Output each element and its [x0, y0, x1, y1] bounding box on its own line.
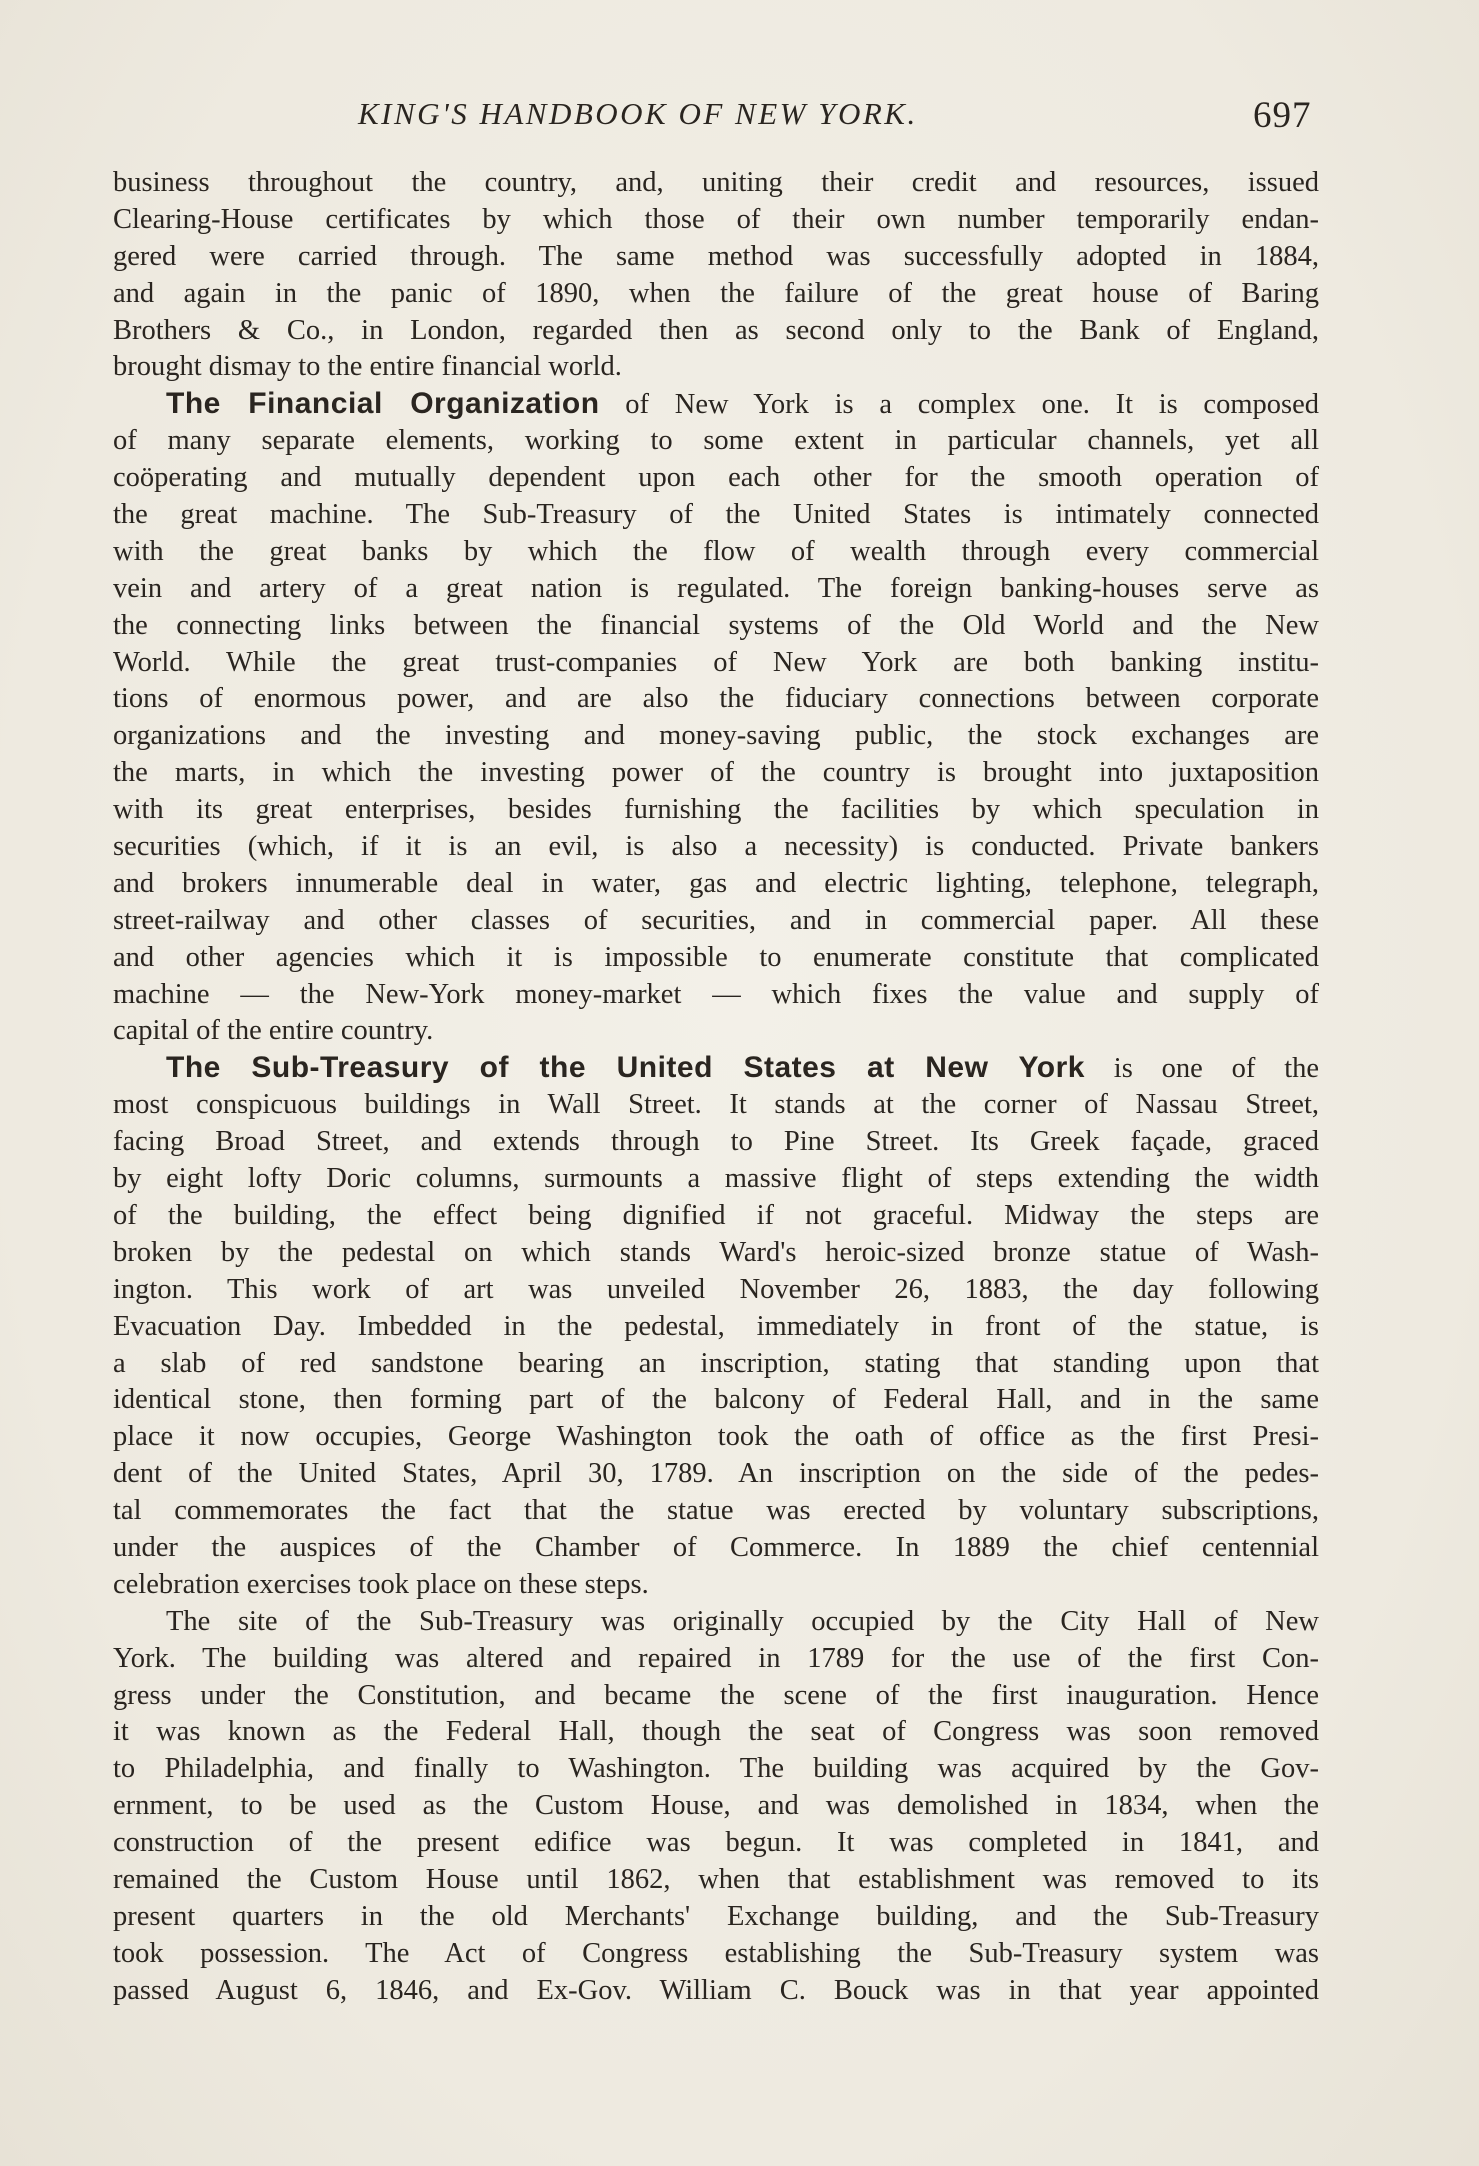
text-line: and brokers innumerable deal in water, gas and electric lighting, telephone, telegraph, [113, 867, 1319, 899]
page-number: 697 [1253, 95, 1312, 136]
text-line: present quarters in the old Merchants' Exchange building, and the Sub-Treasury [113, 1900, 1319, 1932]
running-title: KING'S HANDBOOK OF NEW YORK. [358, 96, 918, 131]
text-line: street-railway and other classes of securities, and in commercial paper. All these [113, 904, 1319, 936]
text-line: construction of the present edifice was begun. It was completed in 1841, and [113, 1827, 1319, 1859]
text-line: tions of enormous power, and are also the fiduciary connections between corporate [113, 683, 1319, 715]
text-line: of many separate elements, working to some extent in particular channels, yet all [113, 425, 1319, 457]
text-line: the great machine. The Sub-Treasury of the United States is intimately connected [113, 499, 1319, 531]
text-line: tal commemorates the fact that the statue was erected by voluntary subscriptions, [113, 1495, 1319, 1527]
text-line: World. While the great trust-companies of New York are both banking institu- [113, 646, 1319, 678]
text-line: most conspicuous buildings in Wall Street. It stands at the corner of Nassau Street, [113, 1089, 1319, 1121]
text-line: The site of the Sub-Treasury was originally occupied by the City Hall of New [166, 1605, 1319, 1637]
text-line: York. The building was altered and repaired in 1789 for the use of the first Con- [113, 1642, 1319, 1674]
text-line: vein and artery of a great nation is regulated. The foreign banking-houses serve as [113, 572, 1319, 604]
section-heading: The Financial Organization [166, 387, 600, 421]
text-line: business throughout the country, and, uniting their credit and resources, issued [113, 167, 1319, 198]
page-header [0, 96, 1479, 146]
text-line: ernment, to be used as the Custom House, and was demolished in 1834, when the [113, 1790, 1319, 1822]
text-line: machine — the New-York money-market — which fixes the value and supply of [113, 978, 1319, 1010]
text-line: and again in the panic of 1890, when the failure of the great house of Baring [113, 277, 1319, 309]
text-line: of the building, the effect being dignified if not graceful. Midway the steps are [113, 1199, 1319, 1231]
text-line: The Financial Organization of New York is a complex one. It is composed [166, 387, 1319, 421]
text-line: celebration exercises took place on these steps. [113, 1568, 649, 1600]
text-line: identical stone, then forming part of the balcony of Federal Hall, and in the same [113, 1384, 1319, 1416]
text-line: dent of the United States, April 30, 1789. An inscription on the side of the pedes- [113, 1458, 1319, 1490]
text-line: brought dismay to the entire financial world. [113, 351, 622, 383]
text-line: under the auspices of the Chamber of Commerce. In 1889 the chief centennial [113, 1531, 1319, 1563]
text-line: gress under the Constitution, and became the scene of the first inauguration. Hence [113, 1679, 1319, 1711]
text-line: passed August 6, 1846, and Ex-Gov. William C. Bouck was in that year appointed [113, 1974, 1319, 2006]
text-line: and other agencies which it is impossible to enumerate constitute that complicated [113, 941, 1319, 973]
text-line: took possession. The Act of Congress establishing the Sub-Treasury system was [113, 1937, 1319, 1969]
text-line: broken by the pedestal on which stands Ward's heroic-sized bronze statue of Wash- [113, 1236, 1319, 1268]
text-line: with the great banks by which the flow of wealth through every commercial [113, 535, 1319, 567]
text-line: the connecting links between the financial systems of the Old World and the New [113, 609, 1319, 641]
text-line: with its great enterprises, besides furnishing the facilities by which speculation in [113, 794, 1319, 826]
text-line: The Sub-Treasury of the United States at New York is one of the [166, 1051, 1319, 1085]
text-line: Clearing-House certificates by which those of their own number temporarily endan- [113, 203, 1319, 235]
text-line: by eight lofty Doric columns, surmounts a massive flight of steps extending the width [113, 1163, 1319, 1195]
text-line: facing Broad Street, and extends through to Pine Street. Its Greek façade, graced [113, 1126, 1319, 1158]
text-line: coöperating and mutually dependent upon each other for the smooth operation of [113, 462, 1319, 494]
text-line: Brothers & Co., in London, regarded then as second only to the Bank of England, [113, 314, 1319, 346]
text-line: Evacuation Day. Imbedded in the pedestal, immediately in front of the statue, is [113, 1310, 1319, 1342]
text-line: organizations and the investing and money-saving public, the stock exchanges are [113, 720, 1319, 752]
text-line: place it now occupies, George Washington took the oath of office as the first Presi- [113, 1421, 1319, 1453]
body-text [113, 165, 1319, 2010]
text-line: securities (which, if it is an evil, is also a necessity) is conducted. Private bankers [113, 831, 1319, 863]
text-line: the marts, in which the investing power of the country is brought into juxtaposition [113, 757, 1319, 789]
text-line: gered were carried through. The same method was successfully adopted in 1884, [113, 240, 1319, 272]
text-line: remained the Custom House until 1862, when that establishment was removed to its [113, 1863, 1319, 1895]
text-line: a slab of red sandstone bearing an inscription, stating that standing upon that [113, 1347, 1319, 1379]
section-heading: The Sub-Treasury of the United States at New York [166, 1051, 1085, 1085]
text-line: ington. This work of art was unveiled November 26, 1883, the day following [113, 1273, 1319, 1305]
text-line: to Philadelphia, and finally to Washington. The building was acquired by the Gov- [113, 1753, 1319, 1785]
text-line: capital of the entire country. [113, 1015, 434, 1047]
text-line: it was known as the Federal Hall, though the seat of Congress was soon removed [113, 1716, 1319, 1748]
